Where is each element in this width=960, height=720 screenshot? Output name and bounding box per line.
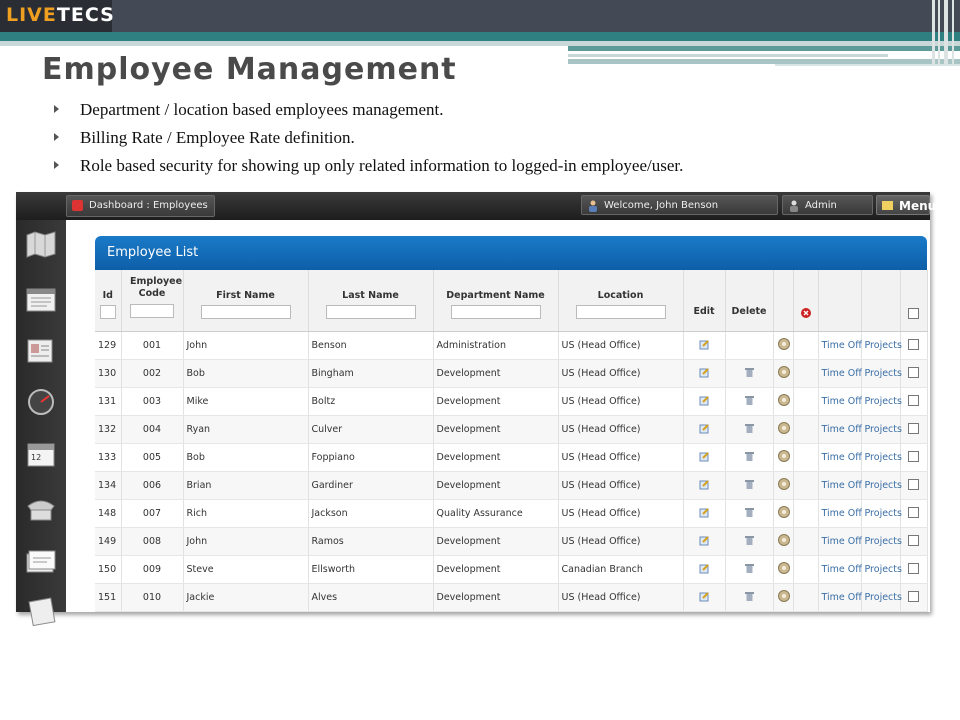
cell-first-name: Rich — [183, 500, 308, 528]
cell-spacer — [793, 584, 818, 612]
cell-delete — [725, 528, 773, 556]
cell-employee-code: 010 — [121, 584, 183, 612]
projects-link[interactable]: Projects — [861, 584, 900, 612]
cell-delete — [725, 584, 773, 612]
cell-select — [900, 416, 927, 444]
projects-link[interactable]: Projects — [861, 444, 900, 472]
cell-settings — [773, 528, 793, 556]
projects-link[interactable]: Projects — [861, 360, 900, 388]
cell-edit — [683, 500, 725, 528]
cell-department: Quality Assurance — [433, 500, 558, 528]
gauge-icon[interactable] — [25, 388, 57, 416]
edit-icon[interactable] — [699, 479, 710, 490]
cell-delete — [725, 472, 773, 500]
decorative-stripes — [928, 0, 960, 64]
filter-id-input[interactable] — [100, 305, 116, 319]
document-list-icon[interactable] — [25, 286, 57, 314]
bullet-arrow-icon — [54, 105, 59, 113]
edit-icon[interactable] — [699, 367, 710, 378]
table-row[interactable] — [95, 332, 927, 360]
cell-delete — [725, 444, 773, 472]
header-stripe — [0, 32, 960, 41]
cell-location: US (Head Office) — [558, 584, 683, 612]
cell-department: Development — [433, 528, 558, 556]
select-all-checkbox[interactable] — [908, 308, 919, 319]
cell-id: 134 — [95, 472, 121, 500]
header-stripe — [568, 54, 888, 57]
cell-last-name: Ellsworth — [308, 556, 433, 584]
projects-link[interactable]: Projects — [861, 416, 900, 444]
table-row[interactable] — [95, 444, 927, 472]
cell-select — [900, 388, 927, 416]
cell-spacer — [793, 416, 818, 444]
cell-department: Development — [433, 416, 558, 444]
col-department-name: Department Name — [433, 270, 558, 332]
rate-settings-icon[interactable] — [777, 589, 791, 603]
logo-text-tecs: TECS — [56, 4, 115, 26]
app-top-bar — [16, 192, 937, 220]
cell-last-name: Jackson — [308, 500, 433, 528]
trash-icon[interactable] — [745, 451, 754, 461]
col-employee-code: Employee Code — [121, 270, 183, 332]
cell-last-name: Foppiano — [308, 444, 433, 472]
table-row[interactable] — [95, 416, 927, 444]
cell-spacer — [793, 388, 818, 416]
app-sidebar — [16, 220, 66, 612]
clear-filter-icon[interactable] — [801, 308, 811, 318]
cell-last-name: Ramos — [308, 528, 433, 556]
rate-settings-icon[interactable] — [777, 421, 791, 435]
col-last-name: Last Name — [308, 270, 433, 332]
app-window — [16, 192, 937, 612]
cell-select — [900, 556, 927, 584]
cell-settings — [773, 500, 793, 528]
cell-department: Development — [433, 388, 558, 416]
employee-list-header: Employee List — [95, 236, 927, 270]
slide-title: Employee Management — [42, 52, 457, 87]
projects-link[interactable]: Projects — [861, 556, 900, 584]
cell-spacer — [793, 500, 818, 528]
row-checkbox[interactable] — [908, 507, 919, 518]
cell-employee-code: 009 — [121, 556, 183, 584]
cell-employee-code: 001 — [121, 332, 183, 360]
cell-select — [900, 500, 927, 528]
edit-icon[interactable] — [699, 339, 710, 350]
report-icon[interactable] — [25, 596, 57, 624]
cell-first-name: John — [183, 528, 308, 556]
rate-settings-icon[interactable] — [777, 393, 791, 407]
edit-icon[interactable] — [699, 423, 710, 434]
trash-icon[interactable] — [745, 563, 754, 573]
filter-code-input[interactable] — [130, 304, 174, 318]
projects-link[interactable]: Projects — [861, 332, 900, 360]
rate-settings-icon[interactable] — [777, 561, 791, 575]
table-header-row — [95, 270, 927, 332]
row-checkbox[interactable] — [908, 423, 919, 434]
cell-delete — [725, 360, 773, 388]
col-delete: Delete — [725, 270, 773, 332]
cell-edit — [683, 416, 725, 444]
trash-icon[interactable] — [745, 479, 754, 489]
trash-icon[interactable] — [745, 591, 754, 601]
cell-delete — [725, 556, 773, 584]
livetecs-logo — [0, 0, 115, 32]
trash-icon[interactable] — [745, 423, 754, 433]
cell-first-name: Bob — [183, 444, 308, 472]
cell-settings — [773, 416, 793, 444]
time-off-link[interactable]: Time Off — [818, 500, 861, 528]
cell-employee-code: 002 — [121, 360, 183, 388]
cell-department: Administration — [433, 332, 558, 360]
cell-location: Canadian Branch — [558, 556, 683, 584]
cell-location: US (Head Office) — [558, 416, 683, 444]
breadcrumb-dashboard-employees[interactable]: Dashboard : Employees — [66, 195, 215, 217]
cell-settings — [773, 472, 793, 500]
cell-department: Development — [433, 584, 558, 612]
projects-link[interactable]: Projects — [861, 500, 900, 528]
menu-button[interactable]: Menu — [876, 195, 930, 215]
trash-icon[interactable] — [745, 507, 754, 517]
time-off-link[interactable]: Time Off — [818, 360, 861, 388]
cell-last-name: Gardiner — [308, 472, 433, 500]
filter-department-input[interactable] — [451, 305, 541, 319]
cell-id: 132 — [95, 416, 121, 444]
cell-location: US (Head Office) — [558, 444, 683, 472]
col-id: Id — [95, 270, 121, 332]
cell-id: 149 — [95, 528, 121, 556]
cell-select — [900, 528, 927, 556]
logo-text-live: LIVE — [6, 4, 57, 26]
projects-link[interactable]: Projects — [861, 388, 900, 416]
cell-edit — [683, 444, 725, 472]
cell-employee-code: 008 — [121, 528, 183, 556]
time-off-link[interactable]: Time Off — [818, 416, 861, 444]
bullet-item: Billing Rate / Employee Rate definition. — [52, 128, 683, 156]
slide-header-bar — [0, 0, 960, 32]
trash-icon[interactable] — [745, 395, 754, 405]
time-off-link[interactable]: Time Off — [818, 528, 861, 556]
cell-employee-code: 006 — [121, 472, 183, 500]
edit-icon[interactable] — [699, 451, 710, 462]
trash-icon[interactable] — [745, 367, 754, 377]
admin-options-button[interactable]: Admin — [782, 195, 873, 215]
main-content — [66, 220, 930, 612]
dashboard-icon — [72, 200, 83, 211]
time-off-link[interactable]: Time Off — [818, 556, 861, 584]
cell-employee-code: 007 — [121, 500, 183, 528]
cell-select — [900, 360, 927, 388]
cell-select — [900, 584, 927, 612]
welcome-user-button[interactable]: Welcome, John Benson — [581, 195, 778, 215]
cell-edit — [683, 388, 725, 416]
cell-employee-code: 005 — [121, 444, 183, 472]
rate-settings-icon[interactable] — [777, 477, 791, 491]
cell-first-name: Jackie — [183, 584, 308, 612]
edit-icon[interactable] — [699, 395, 710, 406]
cell-location: US (Head Office) — [558, 500, 683, 528]
cell-delete — [725, 500, 773, 528]
cell-id: 130 — [95, 360, 121, 388]
cell-last-name: Alves — [308, 584, 433, 612]
filter-first-name-input[interactable] — [201, 305, 291, 319]
col-time-off — [818, 270, 861, 332]
cell-department: Development — [433, 360, 558, 388]
cell-edit — [683, 332, 725, 360]
cell-edit — [683, 584, 725, 612]
projects-link[interactable]: Projects — [861, 528, 900, 556]
calendar-icon[interactable] — [25, 440, 57, 468]
table-row[interactable] — [95, 360, 927, 388]
map-icon[interactable] — [25, 230, 57, 258]
cell-edit — [683, 472, 725, 500]
row-checkbox[interactable] — [908, 591, 919, 602]
cell-location: US (Head Office) — [558, 332, 683, 360]
table-row[interactable] — [95, 584, 927, 612]
row-checkbox[interactable] — [908, 395, 919, 406]
bullet-arrow-icon — [54, 133, 59, 141]
cell-select — [900, 332, 927, 360]
cell-last-name: Benson — [308, 332, 433, 360]
cell-id: 131 — [95, 388, 121, 416]
cell-id: 148 — [95, 500, 121, 528]
col-location: Location — [558, 270, 683, 332]
edit-icon[interactable] — [699, 591, 710, 602]
employee-table — [95, 270, 928, 612]
cell-last-name: Culver — [308, 416, 433, 444]
cell-spacer — [793, 360, 818, 388]
time-off-link[interactable]: Time Off — [818, 332, 861, 360]
cell-first-name: John — [183, 332, 308, 360]
cell-last-name: Bingham — [308, 360, 433, 388]
col-projects — [861, 270, 900, 332]
row-checkbox[interactable] — [908, 535, 919, 546]
rate-settings-icon[interactable] — [777, 449, 791, 463]
cell-employee-code: 003 — [121, 388, 183, 416]
id-card-icon[interactable] — [25, 338, 57, 366]
cell-select — [900, 444, 927, 472]
cell-first-name: Ryan — [183, 416, 308, 444]
cell-last-name: Boltz — [308, 388, 433, 416]
cell-employee-code: 004 — [121, 416, 183, 444]
header-stripe — [568, 46, 960, 51]
filter-location-input[interactable] — [576, 305, 666, 319]
col-clear-filter — [793, 270, 818, 332]
cell-location: US (Head Office) — [558, 528, 683, 556]
cell-first-name: Bob — [183, 360, 308, 388]
cell-location: US (Head Office) — [558, 360, 683, 388]
cell-first-name: Brian — [183, 472, 308, 500]
cell-delete — [725, 332, 773, 360]
cell-spacer — [793, 556, 818, 584]
cell-edit — [683, 528, 725, 556]
cell-spacer — [793, 472, 818, 500]
rate-settings-icon[interactable] — [777, 533, 791, 547]
row-checkbox[interactable] — [908, 367, 919, 378]
cell-id: 150 — [95, 556, 121, 584]
projects-link[interactable]: Projects — [861, 472, 900, 500]
row-checkbox[interactable] — [908, 479, 919, 490]
cell-id: 129 — [95, 332, 121, 360]
cell-first-name: Steve — [183, 556, 308, 584]
admin-icon — [789, 200, 799, 212]
edit-icon[interactable] — [699, 507, 710, 518]
invoice-icon[interactable] — [25, 548, 57, 576]
edit-icon[interactable] — [699, 563, 710, 574]
svg-text:12: 12 — [31, 453, 42, 462]
cell-spacer — [793, 332, 818, 360]
time-off-link[interactable]: Time Off — [818, 584, 861, 612]
col-edit: Edit — [683, 270, 725, 332]
bullet-item: Role based security for showing up only related information to logged-in employee/user. — [52, 156, 683, 184]
cell-department: Development — [433, 472, 558, 500]
rate-settings-icon[interactable] — [777, 337, 791, 351]
table-row[interactable] — [95, 500, 927, 528]
table-row[interactable] — [95, 528, 927, 556]
cell-id: 133 — [95, 444, 121, 472]
cell-edit — [683, 360, 725, 388]
cell-location: US (Head Office) — [558, 388, 683, 416]
cell-department: Development — [433, 444, 558, 472]
telephone-icon[interactable] — [25, 494, 57, 522]
cell-settings — [773, 360, 793, 388]
col-select — [900, 270, 927, 332]
cell-spacer — [793, 444, 818, 472]
bullet-item: Department / location based employees management. — [52, 100, 683, 128]
menu-icon — [882, 201, 893, 210]
bullet-list — [52, 100, 683, 184]
rate-settings-icon[interactable] — [777, 505, 791, 519]
cell-delete — [725, 388, 773, 416]
trash-icon[interactable] — [745, 535, 754, 545]
row-checkbox[interactable] — [908, 339, 919, 350]
edit-icon[interactable] — [699, 535, 710, 546]
row-checkbox[interactable] — [908, 563, 919, 574]
cell-first-name: Mike — [183, 388, 308, 416]
cell-edit — [683, 556, 725, 584]
filter-last-name-input[interactable] — [326, 305, 416, 319]
cell-settings — [773, 388, 793, 416]
table-row[interactable] — [95, 556, 927, 584]
bullet-arrow-icon — [54, 161, 59, 169]
cell-settings — [773, 332, 793, 360]
cell-select — [900, 472, 927, 500]
user-icon — [588, 200, 598, 212]
cell-settings — [773, 444, 793, 472]
time-off-link[interactable]: Time Off — [818, 444, 861, 472]
row-checkbox[interactable] — [908, 451, 919, 462]
cell-department: Development — [433, 556, 558, 584]
col-first-name: First Name — [183, 270, 308, 332]
table-row[interactable] — [95, 472, 927, 500]
col-spacer — [773, 270, 793, 332]
cell-delete — [725, 416, 773, 444]
time-off-link[interactable]: Time Off — [818, 388, 861, 416]
cell-settings — [773, 584, 793, 612]
header-stripe — [775, 64, 960, 66]
table-row[interactable] — [95, 388, 927, 416]
cell-location: US (Head Office) — [558, 472, 683, 500]
time-off-link[interactable]: Time Off — [818, 472, 861, 500]
cell-settings — [773, 556, 793, 584]
rate-settings-icon[interactable] — [777, 365, 791, 379]
cell-id: 151 — [95, 584, 121, 612]
cell-spacer — [793, 528, 818, 556]
